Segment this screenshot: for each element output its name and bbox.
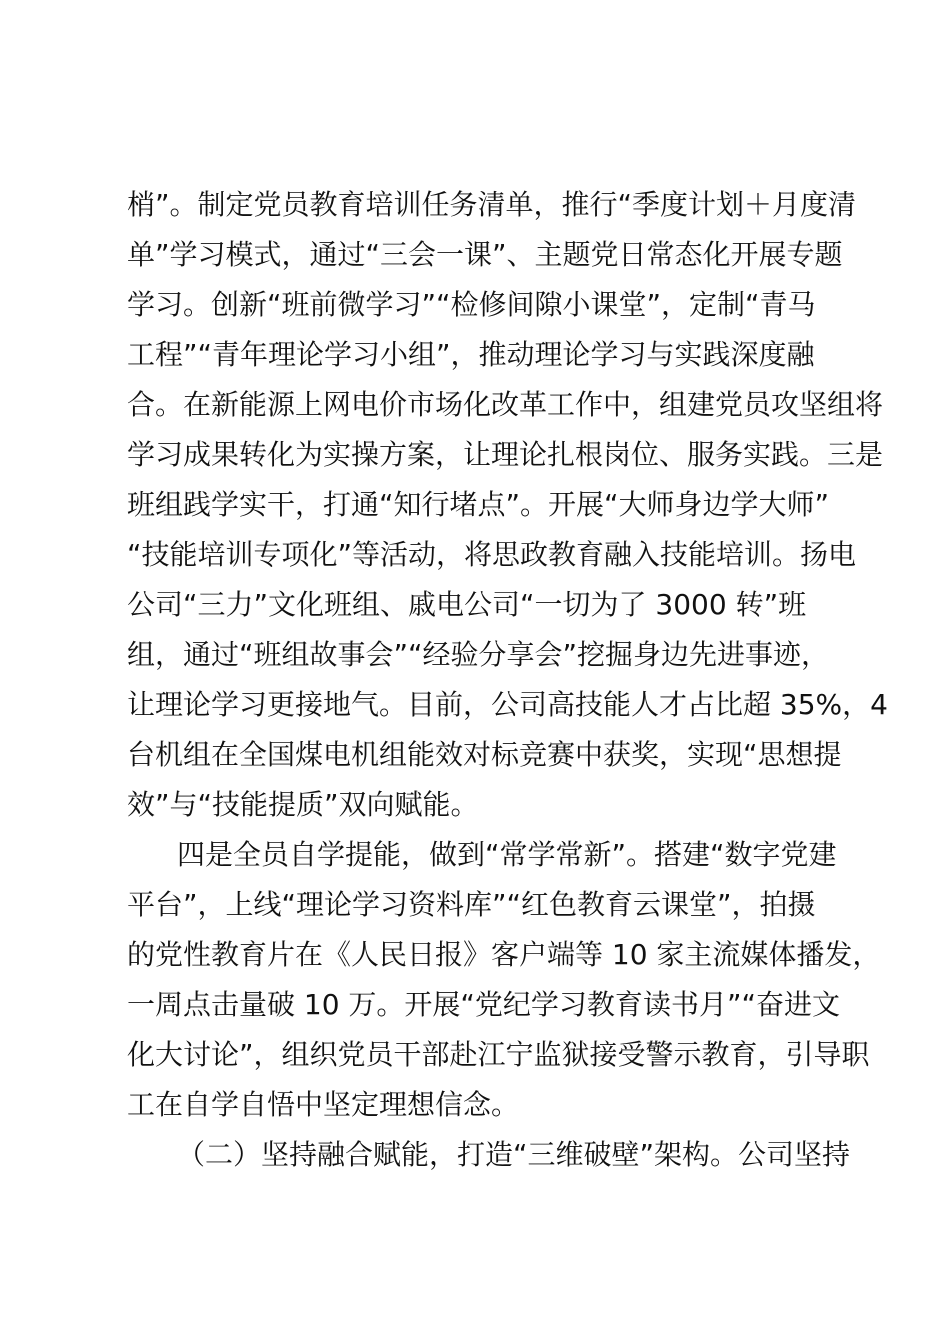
text-line: 组，通过“班组故事会”“经验分享会”挖掘身边先进事迹， [127,638,830,671]
text-line: 合。在新能源上网电价市场化改革工作中，组建党员攻坚组将 [127,388,884,421]
paragraph-first-line: 四是全员自学提能，做到“常学常新”。搭建“数字党建 [177,838,837,871]
text-line: 学习成果转化为实操方案，让理论扎根岗位、服务实践。三是 [127,438,884,471]
text-line: “技能培训专项化”等活动，将思政教育融入技能培训。扬电 [127,538,857,571]
text-line: 单”学习模式，通过“三会一课”、主题党日常态化开展专题 [127,238,843,271]
text-line: 一周点击量破 10 万。开展“党纪学习教育读书月”“奋进文 [127,988,840,1021]
text-line: 班组践学实干，打通“知行堵点”。开展“大师身边学大师” [127,488,830,521]
text-line: 公司“三力”文化班组、戚电公司“一切为了 3000 转”班 [127,588,807,621]
text-line: 的党性教育片在《人民日报》客户端等 10 家主流媒体播发， [127,938,881,971]
text-line: 效”与“技能提质”双向赋能。 [127,788,479,821]
text-line: 化大讨论”，组织党员干部赴江宁监狱接受警示教育，引导职 [127,1038,870,1071]
text-line: 工程”“青年理论学习小组”，推动理论学习与实践深度融 [127,338,815,371]
text-line: 工在自学自悟中坚定理想信念。 [127,1088,520,1121]
section-heading-line: （二）坚持融合赋能，打造“三维破壁”架构。公司坚持 [177,1138,851,1171]
text-line: 学习。创新“班前微学习”“检修间隙小课堂”，定制“青马 [127,288,816,321]
text-line: 台机组在全国煤电机组能效对标竞赛中获奖，实现“思想提 [127,738,842,771]
text-line: 让理论学习更接地气。目前，公司高技能人才占比超 35%，4 [127,688,888,721]
text-line: 梢”。制定党员教育培训任务清单，推行“季度计划＋月度清 [127,188,857,221]
text-line: 平台”，上线“理论学习资料库”“红色教育云课堂”，拍摄 [127,888,816,921]
